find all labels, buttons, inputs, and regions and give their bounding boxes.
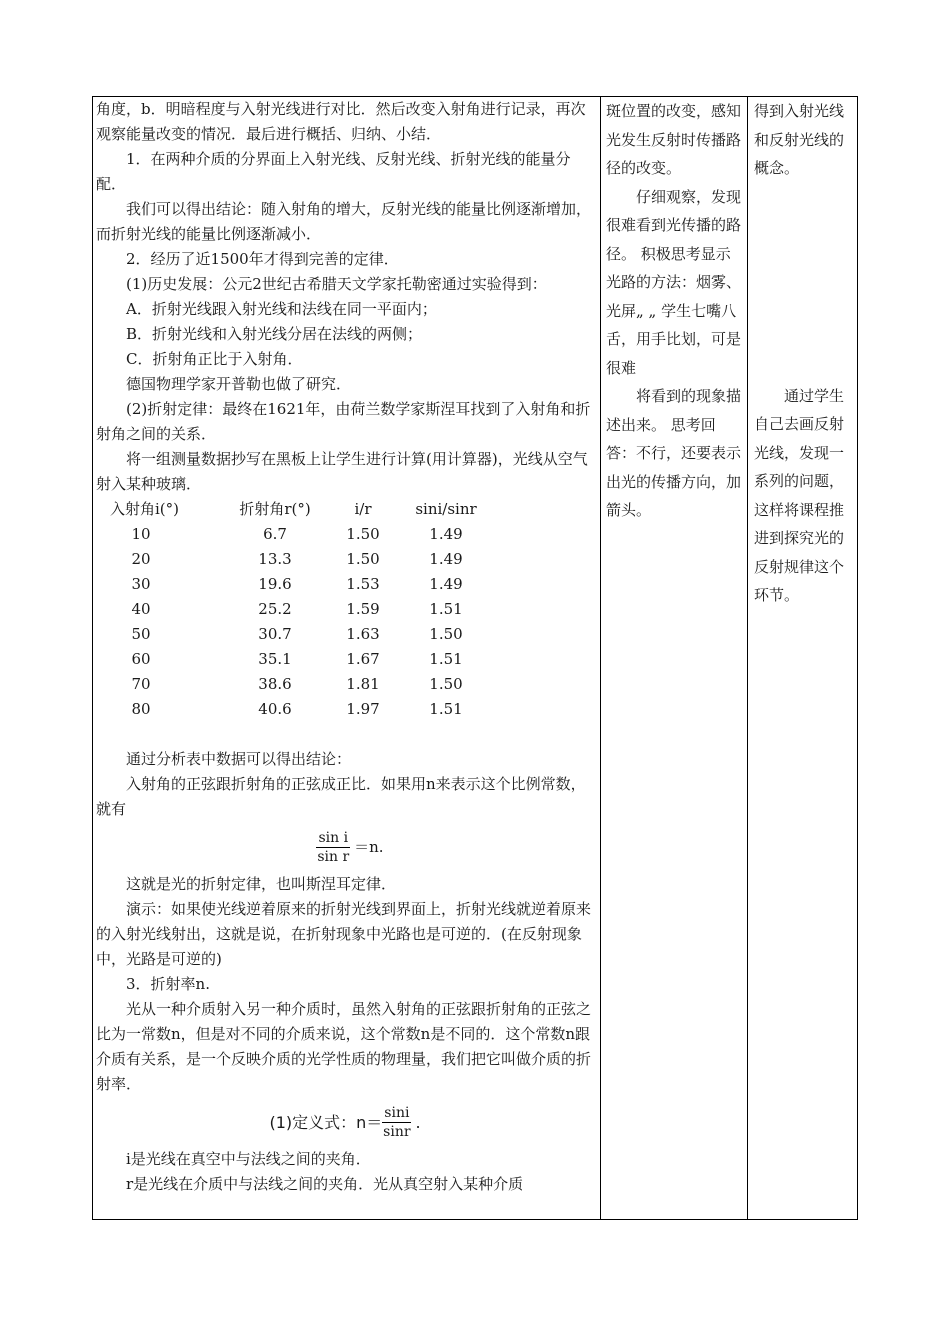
table-cell: 1.50: [429, 625, 463, 643]
table-cell: 1.51: [429, 700, 463, 718]
table-cell: 70: [131, 675, 151, 693]
paragraph: 德国物理学家开普勒也做了研究．: [126, 375, 352, 393]
paragraph: r是光线在介质中与法线之间的夹角．光从真空射入某种介质: [126, 1175, 524, 1193]
table-cell: 19.6: [258, 575, 292, 593]
column-divider: [747, 96, 748, 1220]
paragraph: 通过学生自己去画反射光线，发现一系列的问题，这样将课程推进到探究光的反射规律这个环节。: [754, 386, 845, 604]
refractive-index-definition: [96, 1097, 594, 1147]
table-cell: 20: [131, 550, 151, 568]
paragraph: 光从一种介质射入另一种介质时，虽然入射角的正弦跟折射角的正弦之比为一常数n，但是对不同的介质来说，这个常数n是不同的．这个常数n跟介质有关系，是一个反映介质的光学性质的物理量，我们把它叫做介质的折射率．: [96, 1000, 592, 1093]
table-row: [96, 547, 496, 572]
student-activity-column: [606, 97, 742, 525]
table-cell: 1.81: [346, 675, 380, 693]
formula-rhs: ＝n.: [354, 837, 384, 856]
table-header: sini/sinr: [415, 500, 477, 518]
refraction-law-formula: [96, 822, 594, 872]
teaching-content-column: [96, 97, 594, 1197]
table-cell: 35.1: [258, 650, 292, 668]
table-row: [96, 672, 496, 697]
table-row: [96, 522, 496, 547]
blank-line: [96, 722, 594, 747]
fraction-denominator: sinr: [383, 1123, 411, 1140]
table-cell: 25.2: [258, 600, 292, 618]
paragraph: 将看到的现象描述出来。 思考回答：不行，还要表示出光的传播方向，加箭头。: [606, 387, 742, 519]
table-cell: 6.7: [263, 525, 287, 543]
paragraph: (2)折射定律：最终在1621年，由荷兰数学家斯涅耳找到了入射角和折射角之间的关系．: [96, 400, 591, 443]
paragraph: 仔细观察，发现很难看到光传播的路径。 积极思考显示光路的方法：烟雾、光屏„ „ 学生七嘴八舌，用手比划，可是很难: [606, 187, 742, 377]
table-cell: 1.49: [429, 525, 463, 543]
paragraph: 将一组测量数据抄写在黑板上让学生进行计算(用计算器)，光线从空气射入某种玻璃．: [96, 450, 588, 493]
table-cell: 1.50: [429, 675, 463, 693]
table-cell: 1.50: [346, 525, 380, 543]
table-cell: 60: [131, 650, 151, 668]
fraction-numerator: sin i: [318, 829, 349, 846]
table-cell: 10: [131, 525, 151, 543]
paragraph: i是光线在真空中与法线之间的夹角．: [126, 1150, 371, 1168]
paragraph: 通过分析表中数据可以得出结论：: [126, 750, 352, 768]
table-row: [96, 597, 496, 622]
column-divider: [600, 96, 601, 1220]
table-row: [96, 647, 496, 672]
paragraph: B．折射光线和入射光线分居在法线的两侧；: [126, 325, 423, 343]
table-header: i/r: [354, 500, 372, 518]
paragraph: 斑位置的改变，感知光发生反射时传播路径的改变。: [606, 102, 742, 177]
paragraph: 演示：如果使光线逆着原来的折射光线到界面上，折射光线就逆着原来的入射光线射出，这就是说，在折射现象中光路也是可逆的．(在反射现象中，光路是可逆的): [96, 900, 592, 968]
table-cell: 1.51: [429, 650, 463, 668]
paragraph: 角度，b．明暗程度与入射光线进行对比．然后改变入射角进行记录，再次观察能量改变的情况．最后进行概括、归纳、小结．: [96, 100, 586, 143]
paragraph: 3．折射率n.: [126, 975, 210, 993]
paragraph: C．折射角正比于入射角．: [126, 350, 303, 368]
table-header: 折射角r(°): [239, 500, 311, 518]
table-row: [96, 697, 496, 722]
paragraph: 我们可以得出结论：随入射角的增大，反射光线的能量比例逐渐增加，而折射光线的能量比例逐渐减小．: [96, 200, 592, 243]
table-cell: 1.59: [346, 600, 380, 618]
table-cell: 1.51: [429, 600, 463, 618]
paragraph: A．折射光线跟入射光线和法线在同一平面内；: [126, 300, 437, 318]
paragraph: 2．经历了近1500年才得到完善的定律．: [126, 250, 399, 268]
table-row: [96, 622, 496, 647]
table-cell: 30: [131, 575, 151, 593]
table-cell: 50: [131, 625, 151, 643]
table-cell: 40: [131, 600, 151, 618]
fraction-denominator: sin r: [317, 848, 350, 865]
fraction: [382, 1104, 411, 1141]
paragraph: 1．在两种介质的分界面上入射光线、反射光线、折射光线的能量分配．: [96, 150, 571, 193]
table-cell: 13.3: [258, 550, 292, 568]
design-intent-column: [754, 97, 852, 610]
table-cell: 1.53: [346, 575, 380, 593]
formula-lhs: (1)定义式：n＝: [269, 1112, 383, 1132]
table-cell: 1.63: [346, 625, 380, 643]
table-cell: 1.50: [346, 550, 380, 568]
table-row: [96, 572, 496, 597]
table-cell: 1.67: [346, 650, 380, 668]
paragraph: 这就是光的折射定律，也叫斯涅耳定律．: [126, 875, 397, 893]
paragraph: 入射角的正弦跟折射角的正弦成正比．如果用n来表示这个比例常数，就有: [96, 775, 586, 818]
table-header-row: [96, 497, 496, 522]
fraction-numerator: sini: [384, 1104, 410, 1121]
table-cell: 1.49: [429, 550, 463, 568]
table-cell: 38.6: [258, 675, 292, 693]
table-header: 入射角i(°): [110, 500, 180, 518]
table-cell: 40.6: [258, 700, 292, 718]
formula-end: .: [415, 1112, 421, 1132]
table-cell: 1.97: [346, 700, 380, 718]
paragraph: 得到入射光线和反射光线的概念。: [754, 102, 845, 177]
refraction-data-table: [96, 497, 496, 722]
fraction: [316, 829, 350, 866]
table-cell: 80: [131, 700, 151, 718]
table-cell: 30.7: [258, 625, 292, 643]
paragraph: (1)历史发展：公元2世纪古希腊天文学家托勒密通过实验得到：: [126, 275, 547, 293]
table-cell: 1.49: [429, 575, 463, 593]
